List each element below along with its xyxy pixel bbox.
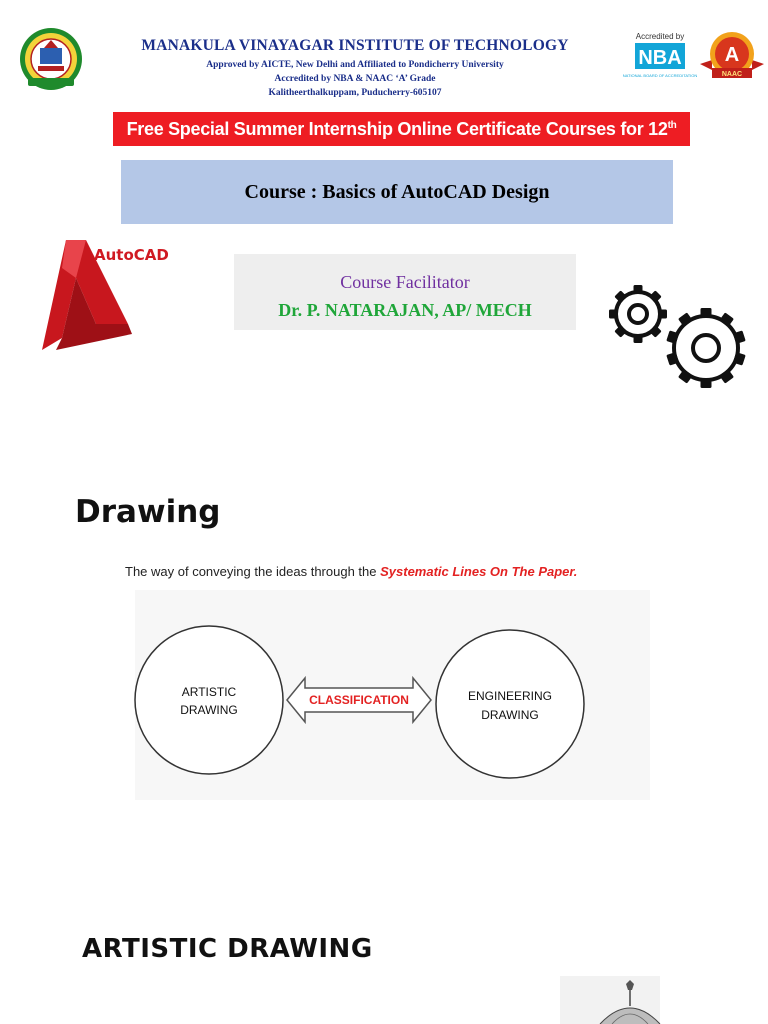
gears-icon [600, 276, 760, 396]
engineering-label-1: ENGINEERING [467, 689, 553, 703]
drawing-heading: Drawing [75, 494, 221, 530]
building-sketch-image [560, 976, 660, 1024]
svg-text:NATIONAL BOARD OF ACCREDITATIO: NATIONAL BOARD OF ACCREDITATION [622, 73, 698, 78]
approval-line: Approved by AICTE, New Delhi and Affiliated to Pondicherry University [206, 60, 504, 70]
institution-logo [18, 26, 84, 92]
svg-text:A: A [724, 44, 740, 66]
banner-superscript: th [667, 120, 677, 131]
gear-tooth [701, 378, 712, 388]
gear-tooth [634, 334, 643, 343]
course-title: Course : Basics of AutoCAD Design [244, 180, 550, 203]
artistic-drawing-heading: ARTISTIC DRAWING [82, 934, 373, 964]
engineering-drawing-circle [436, 630, 584, 778]
gear-tooth [658, 310, 667, 319]
gear-tooth [678, 369, 693, 384]
address-line: Kalitheerthalkuppam, Puducherry-605107 [268, 88, 442, 98]
gear-tooth [649, 325, 662, 338]
artistic-drawing-circle [135, 626, 283, 774]
drawing-desc-highlight: Systematic Lines On The Paper [380, 564, 574, 579]
gear-tooth [649, 290, 662, 303]
nba-logo [622, 30, 698, 86]
accreditation-line: Accredited by NBA & NAAC ‘A’ Grade [274, 74, 436, 84]
internship-banner [113, 112, 690, 146]
svg-text:AutoCAD: AutoCAD [94, 246, 169, 264]
artistic-label-1: ARTISTIC [181, 685, 237, 699]
drawing-desc-end: . [573, 564, 578, 579]
gear-tooth [701, 308, 712, 318]
classification-label: CLASSIFICATION [309, 693, 409, 707]
svg-text:NBA: NBA [638, 47, 682, 69]
gear-tooth [614, 325, 627, 338]
facilitator-name: Dr. P. NATARAJAN, AP/ MECH [278, 300, 532, 320]
facilitator-label: Course Facilitator [340, 272, 470, 292]
gear-tooth [678, 312, 693, 327]
gear-tooth [719, 312, 734, 327]
naac-logo [698, 30, 766, 84]
banner-text: Free Special Summer Internship Online Certificate Courses for 12 [126, 119, 668, 139]
gear-tooth [614, 290, 627, 303]
svg-text:Accredited by: Accredited by [635, 32, 685, 41]
classification-diagram [135, 590, 650, 800]
drawing-description [125, 557, 595, 586]
svg-text:NAAC: NAAC [721, 71, 743, 78]
facilitator-box [234, 254, 576, 330]
gear-tooth [634, 285, 643, 294]
institution-name: MANAKULA VINAYAGAR INSTITUTE OF TECHNOLOGY [141, 37, 569, 54]
artistic-label-2: DRAWING [180, 703, 238, 717]
gear-tooth [609, 310, 618, 319]
engineering-label-2: DRAWING [481, 708, 539, 722]
drawing-desc-text: The way of conveying the ideas through the [125, 564, 381, 579]
gear-tooth [719, 369, 734, 384]
autocad-logo [36, 238, 176, 354]
course-box [121, 160, 673, 224]
